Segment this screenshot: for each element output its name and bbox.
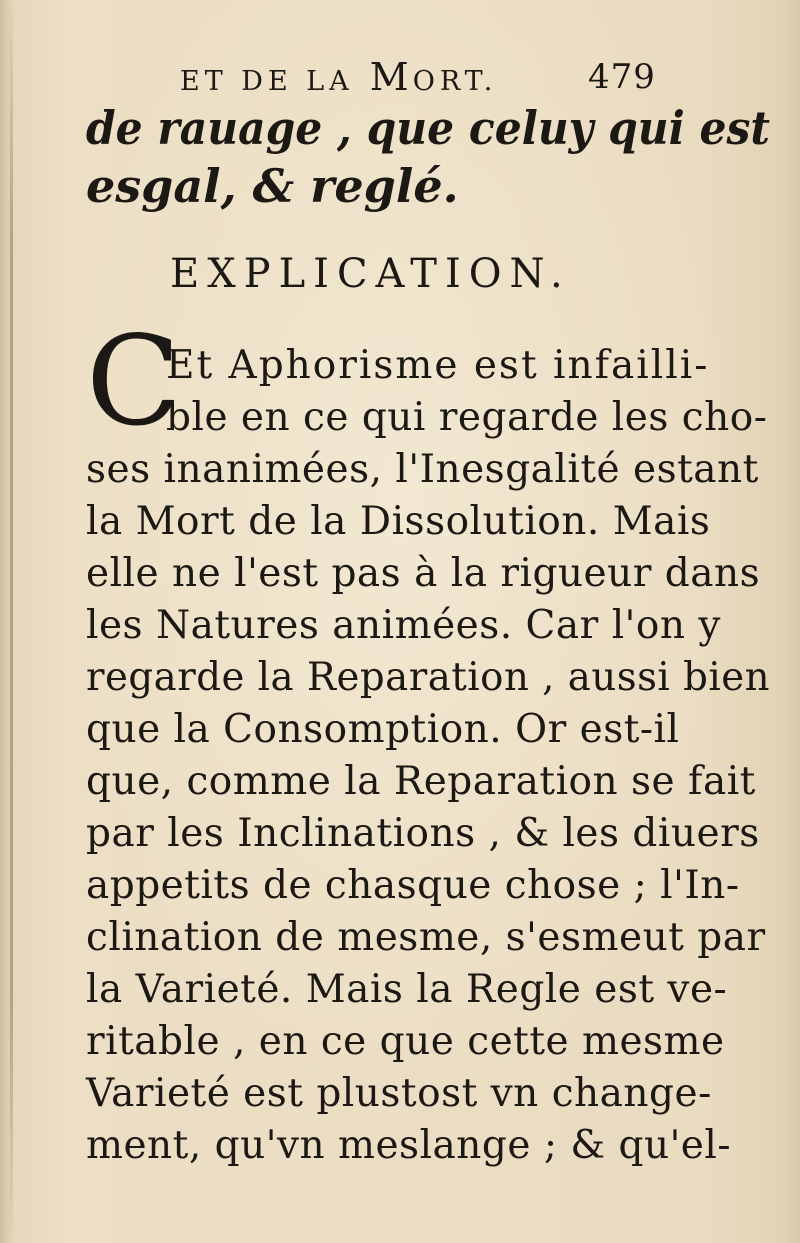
running-head-text: ET DE LA [180,66,354,97]
body-line-14: ritable , en ce que cette mesme [86,1019,725,1064]
body-line-11: appetits de chasque chose ; l'In- [86,863,740,908]
running-head-ort: ORT. [412,66,498,97]
body-line-5: elle ne l'est pas à la rigueur dans [86,551,761,596]
running-head-m: M [369,55,413,99]
body-line-4: la Mort de la Dissolution. Mais [86,499,711,544]
italic-line-2: esgal, & reglé. [86,159,459,213]
body-line-7: regarde la Reparation , aussi bien [86,655,771,700]
binding-gutter [10,0,13,1243]
page-number: 479 [588,57,656,97]
body-line-3: ses inanimées, l'Inesgalité estant [86,447,759,492]
drop-cap: C [86,310,181,454]
body-line-2: ble en ce qui regarde les cho- [166,395,768,440]
body-line-8: que la Consomption. Or est-il [86,707,680,752]
body-line-13: la Varieté. Mais la Regle est ve- [86,967,728,1012]
body-line-16: ment, qu'vn meslange ; & qu'el- [86,1123,732,1168]
body-line-1: Et Aphorisme est infailli- [166,343,710,388]
body-line-10: par les Inclinations , & les diuers [86,811,760,856]
section-heading: EXPLICATION. [170,251,571,297]
body-line-6: les Natures animées. Car l'on y [86,603,721,648]
body-line-12: clination de mesme, s'esmeut par [86,915,766,960]
italic-line-1: de rauage , que celuy qui est [86,101,771,155]
body-line-15: Varieté est plustost vn change- [86,1071,712,1116]
body-line-9: que, comme la Reparation se fait [86,759,756,804]
